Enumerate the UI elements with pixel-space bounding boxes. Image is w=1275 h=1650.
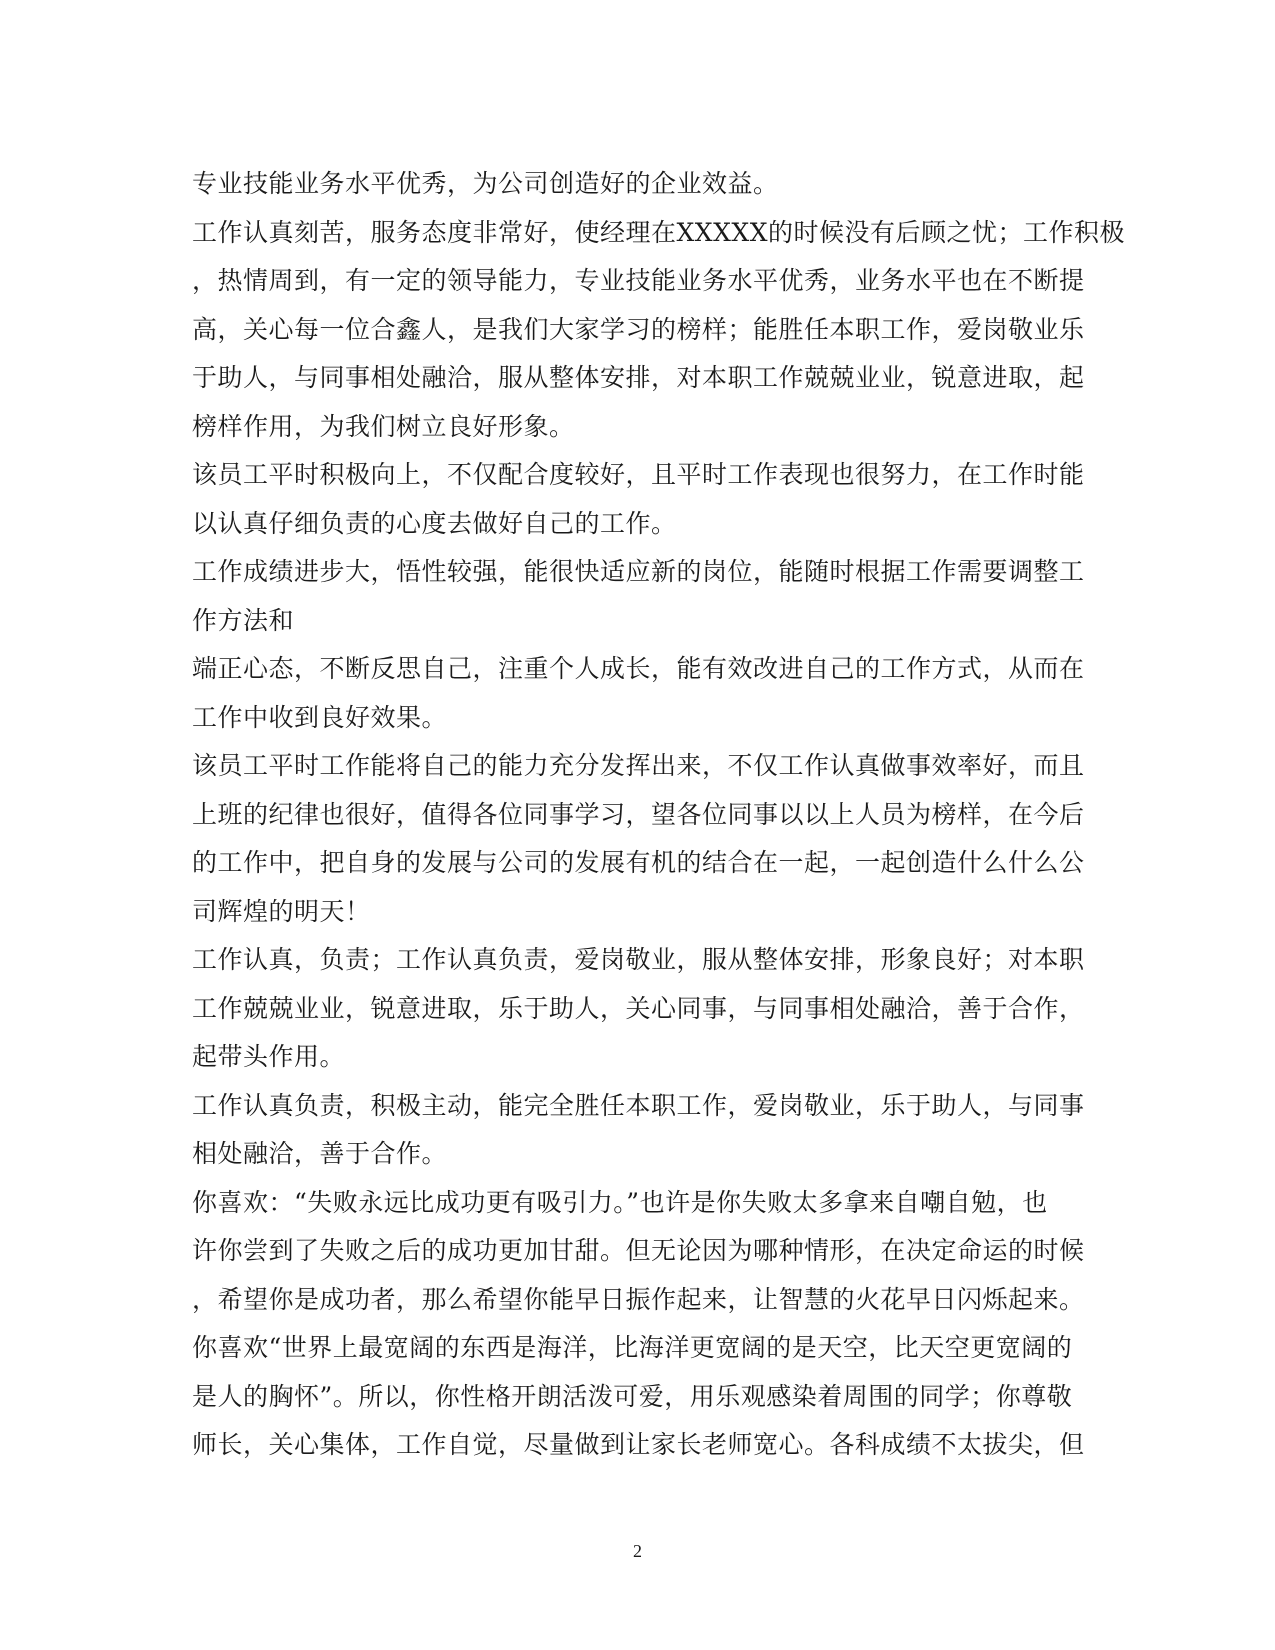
text-line: 工作认真刻苦，服务态度非常好，使经理在XXXXX的时候没有后顾之忧；工作积极 bbox=[192, 217, 1125, 247]
text-line: 工作兢兢业业，锐意进取，乐于助人，关心同事，与同事相处融洽，善于合作， bbox=[192, 993, 1085, 1023]
page-number: 2 bbox=[633, 1541, 642, 1561]
text-line: 专业技能业务水平优秀，为公司创造好的企业效益。 bbox=[192, 169, 779, 198]
text-line: ，热情周到，有一定的领导能力，专业技能业务水平优秀，业务水平也在不断提 bbox=[192, 266, 1085, 295]
text-line: 许你尝到了失败之后的成功更加甘甜。但无论因为哪种情形，在决定命运的时候 bbox=[192, 1236, 1085, 1265]
text-line: 高，关心每一位合鑫人，是我们大家学习的榜样；能胜任本职工作，爱岗敬业乐 bbox=[192, 314, 1085, 344]
text-body bbox=[192, 160, 1125, 1470]
text-line: 起带头作用。 bbox=[192, 1042, 346, 1071]
text-line: 的工作中，把自身的发展与公司的发展有机的结合在一起，一起创造什么什么公 bbox=[192, 848, 1085, 877]
text-line: 工作成绩进步大，悟性较强，能很快适应新的岗位，能随时根据工作需要调整工 bbox=[192, 557, 1085, 586]
text-line: 端正心态，不断反思自己，注重个人成长，能有效改进自己的工作方式，从而在 bbox=[192, 654, 1085, 683]
text-line: 作方法和 bbox=[192, 605, 295, 635]
text-line: 上班的纪律也很好，值得各位同事学习，望各位同事以以上人员为榜样，在今后 bbox=[192, 799, 1085, 829]
text-line: 于助人，与同事相处融洽，服从整体安排，对本职工作兢兢业业，锐意进取，起 bbox=[192, 363, 1085, 392]
text-line: ，希望你是成功者，那么希望你能早日振作起来，让智慧的火花早日闪烁起来。 bbox=[192, 1284, 1085, 1314]
text-line: 司辉煌的明天！ bbox=[192, 896, 371, 926]
text-line: 相处融洽，善于合作。 bbox=[192, 1139, 448, 1168]
text-line: 该员工平时工作能将自己的能力充分发挥出来，不仅工作认真做事效率好，而且 bbox=[192, 751, 1085, 780]
text-line: 以认真仔细负责的心度去做好自己的工作。 bbox=[192, 508, 677, 538]
text-line: 你喜欢：“失败永远比成功更有吸引力。”也许是你失败太多拿来自嘲自勉，也 bbox=[192, 1187, 1048, 1217]
text-line: 该员工平时积极向上，不仅配合度较好，且平时工作表现也很努力，在工作时能 bbox=[192, 460, 1085, 489]
text-line: 榜样作用，为我们树立良好形象。 bbox=[192, 411, 575, 441]
text-line: 工作认真负责，积极主动，能完全胜任本职工作，爱岗敬业，乐于助人，与同事 bbox=[192, 1090, 1085, 1120]
text-line: 工作中收到良好效果。 bbox=[192, 702, 448, 732]
text-line: 师长，关心集体，工作自觉，尽量做到让家长老师宽心。各科成绩不太拔尖，但 bbox=[192, 1430, 1085, 1459]
text-line: 是人的胸怀”。所以，你性格开朗活泼可爱，用乐观感染着周围的同学；你尊敬 bbox=[192, 1381, 1073, 1411]
text-line: 你喜欢“世界上最宽阔的东西是海洋，比海洋更宽阔的是天空，比天空更宽阔的 bbox=[192, 1333, 1073, 1362]
text-line: 工作认真，负责；工作认真负责，爱岗敬业，服从整体安排，形象良好；对本职 bbox=[192, 945, 1085, 974]
